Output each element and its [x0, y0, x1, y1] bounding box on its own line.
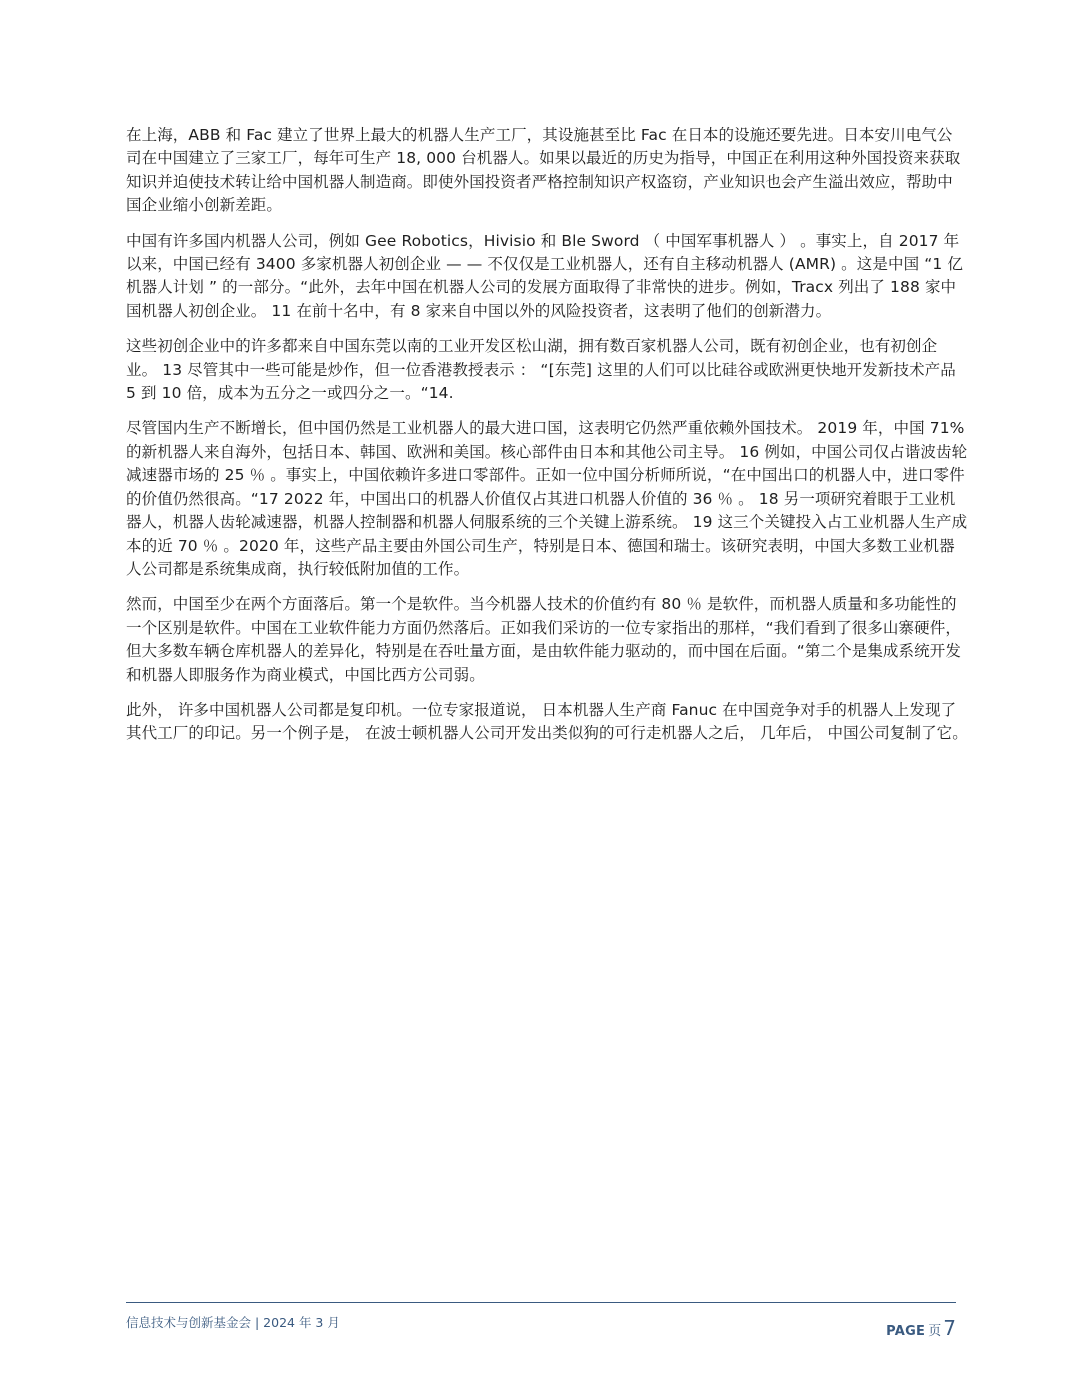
paragraph-6: 此外， 许多中国机器人公司都是复印机。一位专家报道说， 日本机器人生产商 Fanuc 在中国竞争对手的机器人上发现了其代工厂的印记。另一个例子是， 在波士顿机器人公司开发出类似狗的可行走机器人之后， 几年后， 中国公司复制了它。: [126, 700, 968, 743]
paragraph-1: 在上海，ABB 和 Fac 建立了世界上最大的机器人生产工厂，其设施甚至比 Fac 在日本的设施还要先进。日本安川电气公司在中国建立了三家工厂，每年可生产 18, 000 台机器人。如果以最近的历史为指导，中国正在利用这种外国投资来获取知识并迫使技术转让给中国机器人制造商。即使外国投资者严格控制知识产权盗窃，产业知识也会产生溢出效应，帮助中国企业缩小创新差距。: [126, 126, 961, 215]
paragraph-3: 这些初创企业中的许多都来自中国东莞以南的工业开发区松山湖，拥有数百家机器人公司，既有初创企业，也有初创企业。 13 尽管其中一些可能是炒作，但一位香港教授表示 ： “[东莞] 这里的人们可以比硅谷或欧洲更快地开发新技术产品 5 到 10 倍，成本为五分之一或四分之一。“14.: [126, 337, 956, 403]
footer-divider: [126, 1302, 956, 1303]
paragraph-4: 尽管国内生产不断增长，但中国仍然是工业机器人的最大进口国，这表明它仍然严重依赖外国技术。 2019 年，中国 71% 的新机器人来自海外，包括日本、韩国、欧洲和美国。核心部件由日本和其他公司主导。 16 例如，中国公司仅占谐波齿轮减速器市场的 25 ％ 。事实上，中国依赖许多进口零部件。正如一位中国分析师所说，“在中国出口的机器人中，进口零件的价值仍然很高。“17 2022 年，中国出口的机器人价值仅占其进口机器人价值的 36 ％ 。 18 另一项研究着眼于工业机器人，机器人齿轮减速器，机器人控制器和机器人伺服系统的三个关键上游系统。 19 这三个关键投入占工业机器人生产成本的近 70 ％ 。2020 年，这些产品主要由外国公司生产，特别是日本、德国和瑞士。该研究表明，中国大多数工业机器人公司都是系统集成商，执行较低附加值的工作。: [126, 419, 968, 578]
page-number: 7: [943, 1316, 956, 1340]
paragraph-5: 然而，中国至少在两个方面落后。第一个是软件。当今机器人技术的价值约有 80 ％ 是软件，而机器人质量和多功能性的一个区别是软件。中国在工业软件能力方面仍然落后。正如我们采访的一位专家指出的那样，“我们看到了很多山寨硬件，但大多数车辆仓库机器人的差异化，特别是在吞吐量方面，是由软件能力驱动的，而中国在后面。“第二个是集成系统开发和机器人即服务作为商业模式，中国比西方公司弱。: [126, 595, 961, 684]
page-label: PAGE: [886, 1324, 926, 1339]
paragraph-2: 中国有许多国内机器人公司，例如 Gee Robotics，Hivisio 和 Ble Sword （ 中国军事机器人 ） 。事实上，自 2017 年以来，中国已经有 3400 多家机器人初创企业 — — 不仅仅是工业机器人，还有自主移动机器人 (AMR) 。这是中国 “1 亿机器人计划 ” 的一部分。“此外，去年中国在机器人公司的发展方面取得了非常快的进步。例如，Tracx 列出了 188 家中国机器人初创企业。 11 在前十名中，有 8 家来自中国以外的风险投资者，这表明了他们的创新潜力。: [126, 231, 963, 320]
footer-page-indicator: [886, 1316, 956, 1340]
page-label-cn: 页: [928, 1324, 942, 1339]
footer-org-date: 信息技术与创新基金会 | 2024 年 3 月: [126, 1315, 340, 1330]
document-body: [126, 124, 968, 758]
